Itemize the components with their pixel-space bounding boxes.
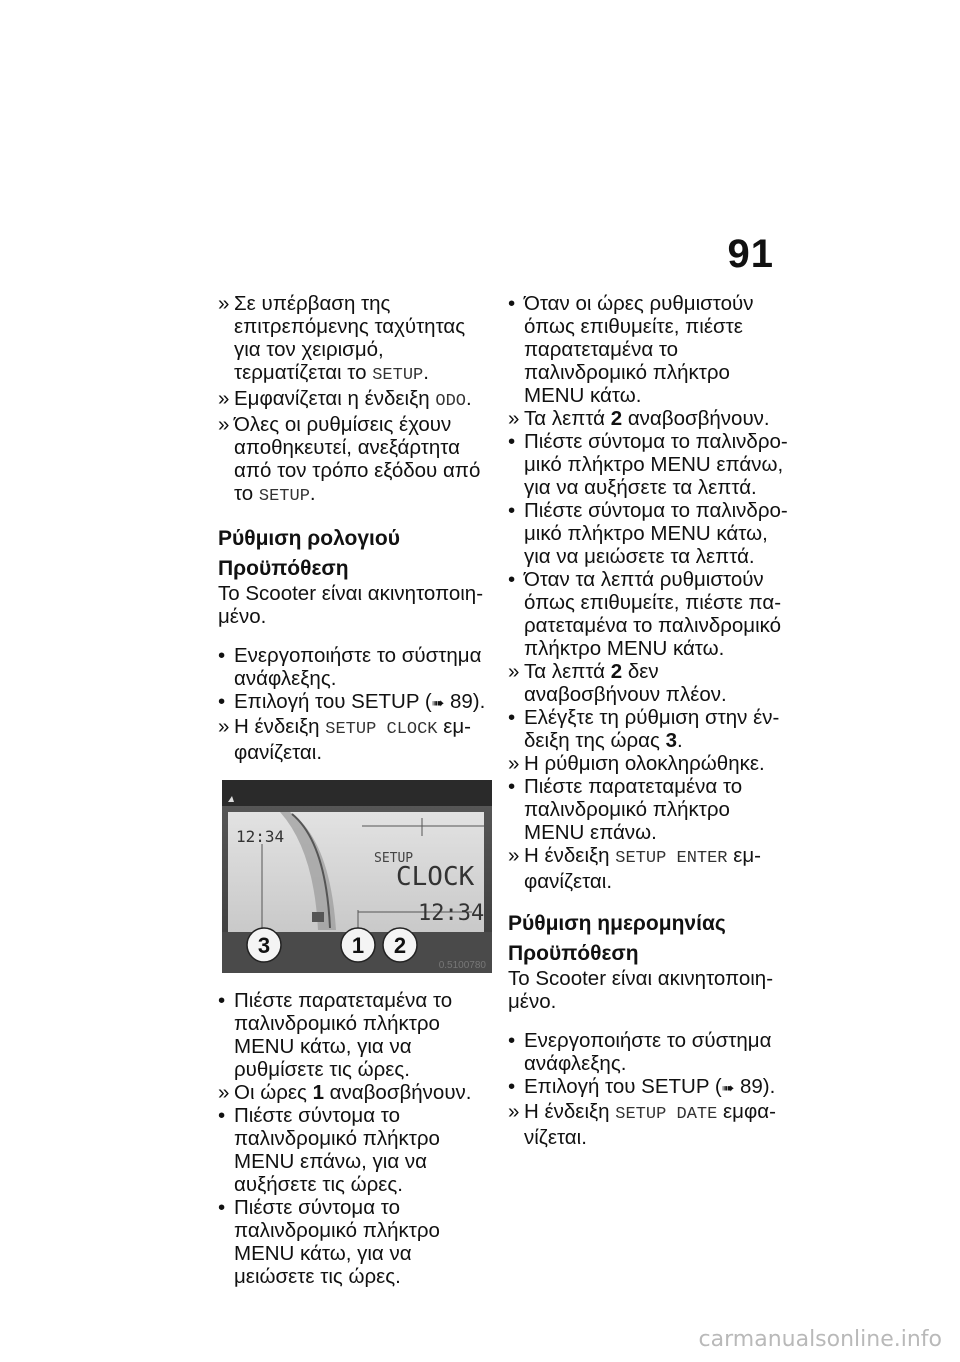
callout-reference: 3 [665, 729, 677, 752]
bullet-icon: • [218, 989, 226, 1012]
item-text: Όταν οι ώρες ρυθμιστούν όπως επιθυμείτε, πιέστε παρατεταμένα το παλινδρομικό πλήκτρο MENU κάτω. [524, 292, 754, 407]
item-text: Πιέστε παρατεταμένα το παλινδρομικό πλήκτρο MENU επάνω. [524, 775, 743, 844]
date-heading: Ρύθμιση ημερομηνίας [508, 912, 726, 935]
bullet-icon: • [508, 1029, 516, 1052]
item-text: 89). [444, 690, 486, 713]
list-item [218, 644, 493, 690]
list-item [218, 1081, 493, 1104]
result-arrow-icon: » [508, 660, 520, 683]
date-steps [508, 1029, 788, 1149]
callout-reference: 2 [610, 660, 623, 683]
intro-list [218, 292, 493, 508]
item-text: 89). [734, 1075, 776, 1098]
lcd-clock-label: CLOCK [396, 862, 475, 892]
clock-heading: Ρύθμιση ρολογιού [218, 527, 400, 550]
lcd-big-clock: 12:34 [418, 901, 485, 926]
list-item [508, 430, 788, 499]
bullet-icon: • [508, 706, 516, 729]
item-text: Η ένδειξη [524, 1100, 616, 1123]
item-text: Τα λεπτά [524, 407, 611, 430]
list-item [508, 660, 788, 706]
item-text: Πιέστε σύντομα το παλινδρομικό πλήκτρο MENU επάνω, για να αυξήσετε τα λεπτά. [524, 430, 788, 499]
clock-steps-before [218, 644, 493, 764]
item-text: Σε υπέρβαση της επιτρεπόμενης ταχύτητας για τον χειρισμό, τερματίζεται το [234, 292, 466, 384]
item-text: Η ένδειξη [234, 715, 326, 738]
callout-reference: 2 [610, 407, 623, 430]
item-text: Επιλογή του SETUP ( [234, 690, 432, 713]
item-text: δεν αναβοσβήνουν πλέον. [524, 660, 727, 706]
list-item [218, 715, 493, 764]
list-item [508, 775, 788, 844]
item-text: αναβοσβήνουν. [323, 1081, 472, 1104]
result-arrow-icon: » [218, 292, 230, 315]
item-text: . [423, 361, 429, 384]
bullet-icon: • [508, 568, 516, 591]
result-arrow-icon: » [218, 387, 230, 410]
item-text: Επιλογή του SETUP ( [524, 1075, 722, 1098]
item-text: . [309, 482, 316, 505]
result-arrow-icon: » [218, 1081, 230, 1104]
list-item [508, 407, 788, 430]
list-item [508, 1075, 788, 1100]
item-text: Πιέστε σύντομα το παλινδρομικό πλήκτρο MENU επάνω, για να αυξήσετε τις ώρες. [234, 1104, 440, 1196]
dashboard-photo [222, 780, 492, 973]
item-text: Τα λεπτά [524, 660, 611, 683]
result-arrow-icon: » [218, 715, 230, 738]
item-text: Όλες οι ρυθμίσεις έχουν αποθηκευτεί, ανεξάρτητα από τον τρόπο εξόδου από το [234, 413, 481, 505]
list-item [508, 706, 788, 752]
right-column [508, 292, 788, 1149]
bullet-icon: • [218, 644, 226, 667]
item-text: Εμφανίζεται η ένδειξη [234, 387, 436, 410]
result-arrow-icon: » [508, 844, 520, 867]
left-column [218, 292, 493, 1288]
bullet-icon: • [218, 1104, 226, 1127]
list-item [508, 844, 788, 893]
item-text: Πιέστε σύντομα το παλινδρομικό πλήκτρο MENU κάτω, για να μειώσετε τις ώρες. [234, 1196, 440, 1288]
item-text: Ενεργοποιήστε το σύστημα ανάφλεξης. [524, 1029, 772, 1075]
callout-2-label: 2 [393, 933, 407, 958]
photo-watermark: 0.5100780 [438, 960, 486, 971]
item-text: . [466, 387, 472, 410]
list-item [218, 989, 493, 1081]
item-text: Ενεργοποιήστε το σύστημα ανάφλεξης. [234, 644, 482, 690]
clock-steps-after [218, 989, 493, 1288]
list-item [218, 387, 493, 413]
item-text: Πιέστε σύντομα το παλινδρομικό πλήκτρο MENU κάτω, για να μειώσετε τα λεπτά. [524, 499, 788, 568]
bullet-icon: • [508, 775, 516, 798]
list-item [218, 1196, 493, 1288]
callout-reference: 1 [312, 1081, 324, 1104]
item-text: Ελέγξτε τη ρύθμιση στην ένδειξη της ώρας [524, 706, 780, 752]
list-item [508, 499, 788, 568]
lcd-small-clock: 12:34 [236, 827, 285, 846]
page-number: 91 [727, 232, 774, 276]
bullet-icon: • [508, 1075, 516, 1098]
clock-steps-continued [508, 292, 788, 893]
callout-1-label: 1 [351, 933, 365, 958]
display-message: SETUP DATE [615, 1105, 718, 1124]
date-prereq-title: Προϋπόθεση [508, 942, 639, 965]
item-text: Οι ώρες [234, 1081, 313, 1104]
item-text: Η ρύθμιση ολοκληρώθηκε. [524, 752, 765, 775]
list-item [508, 752, 788, 775]
bullet-icon: • [218, 1196, 226, 1219]
prereq-title: Προϋπόθεση [218, 557, 349, 580]
footer-watermark[interactable]: carmanualsonline.info [698, 1327, 942, 1352]
list-item [218, 690, 493, 715]
display-message: SETUP CLOCK [325, 720, 438, 739]
item-text: εμφανίζεται. [234, 715, 471, 764]
page-reference-arrow-icon: ➠ [431, 695, 445, 712]
bullet-icon: • [218, 690, 226, 713]
bullet-icon: • [508, 499, 516, 522]
display-message: SETUP ENTER [615, 849, 728, 868]
item-text: Πιέστε παρατεταμένα το παλινδρομικό πλήκτρο MENU κάτω, για να ρυθμίσετε τις ώρες. [234, 989, 453, 1081]
lcd-setup-label: SETUP [374, 851, 414, 866]
result-arrow-icon: » [508, 752, 520, 775]
list-item [508, 292, 788, 407]
item-text: εμφανίζεται. [524, 1100, 776, 1149]
list-item [218, 1104, 493, 1196]
prereq-text: Το Scooter είναι ακινητοποιημένο. [218, 582, 484, 628]
date-prereq-text: Το Scooter είναι ακινητοποιημένο. [508, 967, 774, 1013]
list-item [218, 292, 493, 387]
result-arrow-icon: » [508, 1100, 520, 1123]
display-message: ODO [435, 392, 466, 411]
display-message: SETUP [258, 487, 310, 506]
bullet-icon: • [508, 292, 516, 315]
item-text: αναβοσβήνουν. [622, 407, 770, 430]
list-item [508, 1100, 788, 1149]
list-item [508, 568, 788, 660]
list-item [218, 413, 493, 508]
item-text: Όταν τα λεπτά ρυθμιστούν όπως επιθυμείτε, πιέστε παρατεταμένα το παλινδρομικό πλήκτρο MENU κάτω. [524, 568, 782, 660]
result-arrow-icon: » [508, 407, 520, 430]
item-text: Η ένδειξη [524, 844, 616, 867]
page-reference-arrow-icon: ➠ [721, 1080, 735, 1097]
result-arrow-icon: » [218, 413, 230, 436]
display-message: SETUP [372, 366, 424, 385]
item-text: . [676, 729, 683, 752]
list-item [508, 1029, 788, 1075]
bullet-icon: • [508, 430, 516, 453]
item-text: εμφανίζεται. [524, 844, 761, 893]
callout-3-label: 3 [257, 933, 271, 958]
